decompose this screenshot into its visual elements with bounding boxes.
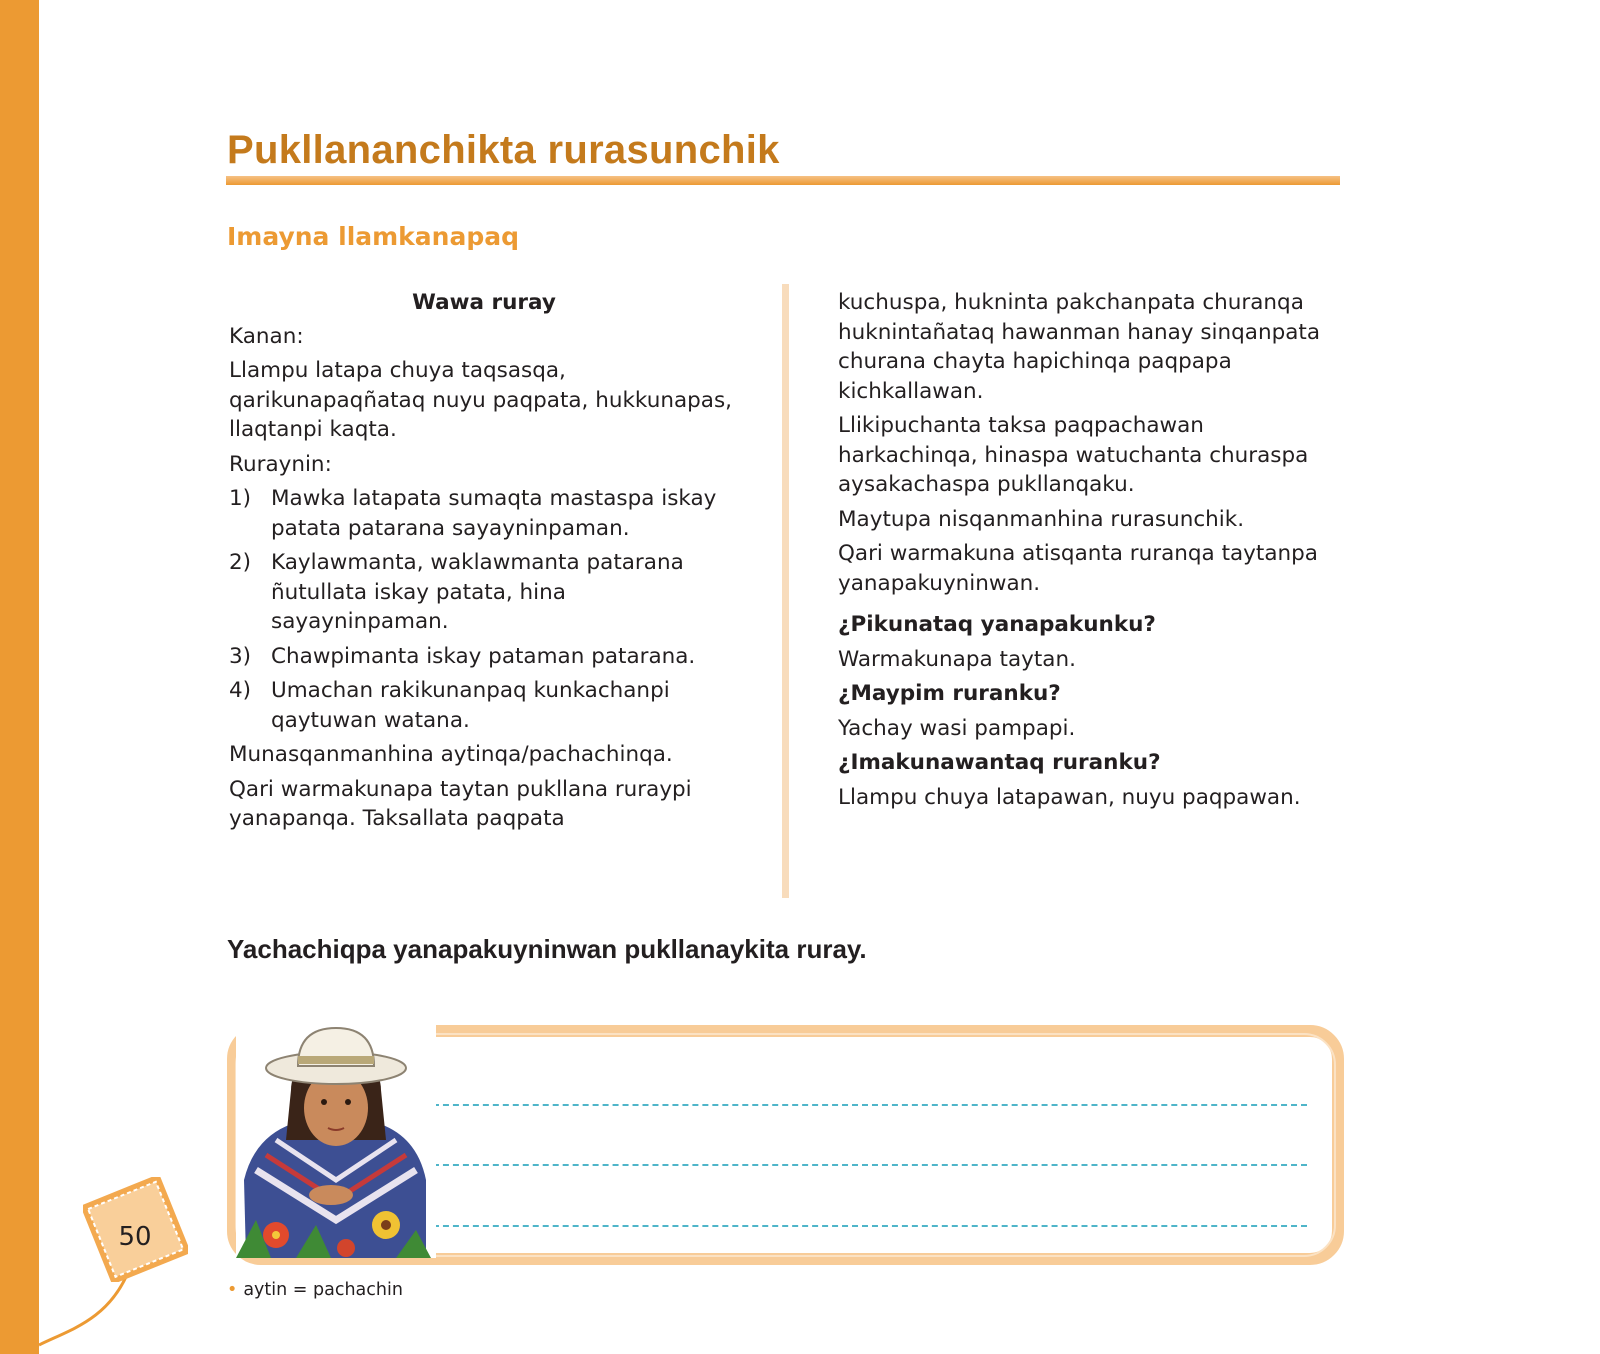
page-number: 50 (118, 1222, 152, 1252)
question-1: ¿Pikunataq yanapakunku? (838, 612, 1156, 637)
question-3: ¿Imakunawantaq ruranku? (838, 750, 1161, 775)
kanan-label: Kanan: (229, 323, 304, 349)
left-margin-stripe (0, 0, 39, 1354)
writing-line-3[interactable] (423, 1225, 1307, 1227)
answer-3: Llampu chuya latapawan, nuyu paqpawan. (838, 784, 1301, 810)
paragraph: Munasqanmanhina aytinqa/pachachinqa. (229, 742, 673, 767)
answer-1: Warmakunapa taytan. (838, 646, 1076, 672)
paragraph: Llikipuchanta taksa paqpachawan harkachinqa, hinaspa watuchanta churaspa aysakachaspa pukllanqaku. (838, 413, 1309, 497)
steps-list (229, 484, 739, 735)
step-number: 2) (229, 550, 252, 575)
list-item (229, 642, 739, 672)
footnote (227, 1280, 403, 1300)
paragraph: Qari warmakunapa taytan pukllana ruraypi yanapanqa. Taksallata paqpata (229, 776, 692, 831)
column-divider (782, 284, 789, 898)
page-title: Pukllananchikta rurasunchik (227, 128, 780, 172)
step-text: Umachan rakikunanpaq kunkachanpi qaytuwan watana. (271, 678, 670, 733)
activity-heading: Wawa ruray (412, 290, 556, 315)
step-text: Chawpimanta iskay pataman patarana. (271, 643, 696, 669)
question-2: ¿Maypim ruranku? (838, 681, 1061, 706)
paragraph: Maytupa nisqanmanhina rurasunchik. (838, 506, 1245, 532)
list-item (229, 484, 739, 543)
answer-2: Yachay wasi pampapi. (838, 715, 1076, 741)
ruraynin-label: Ruraynin: (229, 451, 332, 477)
step-number: 1) (229, 486, 252, 511)
list-item (229, 676, 739, 735)
step-text: Kaylawmanta, waklawmanta patarana ñutullata iskay patata, hina sayayninpaman. (271, 550, 684, 634)
kanan-text: Llampu latapa chuya taqsasqa, qarikunapaqñataq nuyu paqpata, hukkunapas, llaqtanpi kaqta. (229, 358, 732, 442)
child-illustration (236, 1020, 436, 1258)
footnote-bullet: • (227, 1280, 238, 1300)
step-number: 3) (229, 643, 252, 669)
step-number: 4) (229, 678, 252, 703)
section-subtitle: Imayna llamkanapaq (227, 222, 520, 251)
title-underline (226, 176, 1340, 185)
paragraph: Qari warmakuna atisqanta ruranqa taytanpa yanapakuyninwan. (838, 541, 1318, 596)
right-text-column (838, 288, 1338, 817)
writing-instruction: Yachachiqpa yanapakuyninwan pukllanaykita ruray. (227, 934, 867, 964)
footnote-text: aytin = pachachin (243, 1280, 403, 1300)
left-text-column (229, 288, 739, 839)
step-text: Mawka latapata sumaqta mastaspa iskay patata patarana sayayninpaman. (271, 486, 717, 541)
writing-line-1[interactable] (423, 1104, 1307, 1106)
writing-line-2[interactable] (423, 1164, 1307, 1166)
list-item (229, 548, 739, 637)
paragraph: kuchuspa, hukninta pakchanpata churanqa huknintañataq hawanman hanay sinqanpata churana chayta hapichinqa paqpapa kichkallawan. (838, 290, 1321, 404)
